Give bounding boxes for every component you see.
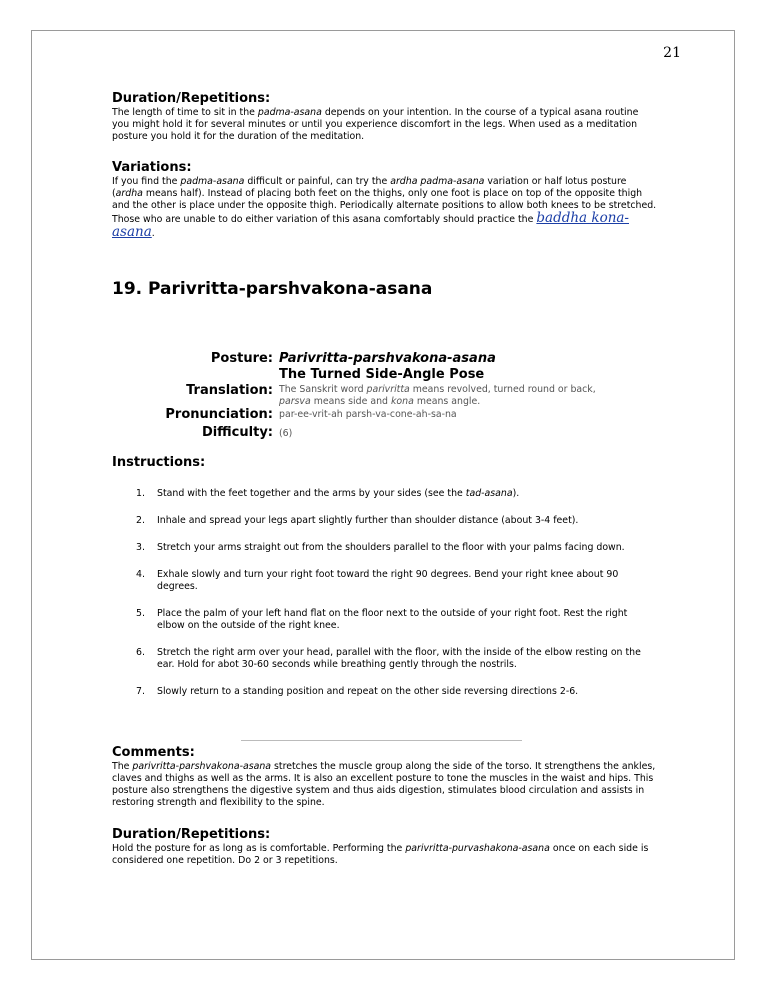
baddha-kona-asana-link[interactable]: baddha kona-asana xyxy=(112,210,629,240)
list-item: 7. Slowly return to a standing position and repeat on the other side reversing directions 2-6. xyxy=(136,686,579,697)
list-item: 1. Stand with the feet together and the arms by your sides (see the tad-asana). xyxy=(136,488,520,499)
comments-paragraph: The parivritta-parshvakona-asana stretches the muscle group along the side of the torso. It strengthens the ankles, claves and thighs as well as the arms. It is also an excellent posture to tone the muscles in the waist and hips. This posture also strengthens the digestive system and thus aids digestion, stimulates blood circulation and assists in restoring strength and flexibility to the spine. xyxy=(112,761,656,808)
translation-value: The Sanskrit word parivritta means revolved, turned round or back, parsva means side and kona means angle. xyxy=(279,384,596,407)
list-item: 5. Place the palm of your left hand flat on the floor next to the outside of your right foot. Rest the right elbow on the outside of the right knee. xyxy=(136,608,628,631)
comments-heading: Comments: xyxy=(112,745,195,760)
posture-label: Posture: xyxy=(210,351,273,366)
list-item: 4. Exhale slowly and turn your right foot toward the right 90 degrees. Bend your right knee about 90 degrees. xyxy=(136,569,619,592)
instructions-list xyxy=(112,488,652,713)
section-divider xyxy=(241,740,522,741)
posture-english-name: The Turned Side-Angle Pose xyxy=(279,367,485,382)
instructions-heading: Instructions: xyxy=(112,455,206,470)
posture-name: Parivritta-parshvakona-asana xyxy=(279,351,496,366)
duration-paragraph: The length of time to sit in the padma-asana depends on your intention. In the course of a typical asana routine you might hold it for several minutes or until you experience discomfort in the legs. When used as a meditation posture you hold it for the duration of the meditation. xyxy=(112,107,639,142)
list-item: 3. Stretch your arms straight out from the shoulders parallel to the floor with your palms facing down. xyxy=(136,542,625,553)
pronunciation-value: par-ee-vrit-ah parsh-va-cone-ah-sa-na xyxy=(279,409,457,420)
list-item: 6. Stretch the right arm over your head, parallel with the floor, with the inside of the elbow resting on the ear. Hold for abot 30-60 seconds while breathing gently through the nostrils. xyxy=(136,647,641,670)
variations-paragraph: If you find the padma-asana difficult or painful, can try the ardha padma-asana variation or half lotus posture (ardha means half). Instead of placing both feet on the thighs, only one foot is place on top of the opposite thigh and the other is place under the opposite thigh. Periodically alternate positions to allow both knees to be stretched. Those who are unable to do either variation of this asana comfortably should practice the baddha kona-asana. xyxy=(112,176,657,240)
variations-heading: Variations: xyxy=(112,160,192,175)
duration-paragraph-2: Hold the posture for as long as is comfortable. Performing the parivritta-purvashakona-asana once on each side is considered one repetition. Do 2 or 3 repetitions. xyxy=(112,843,649,866)
duration-heading-2: Duration/Repetitions: xyxy=(112,827,271,842)
section-title: 19. Parivritta-parshvakona-asana xyxy=(112,279,433,299)
difficulty-label: Difficulty: xyxy=(201,425,273,440)
pronunciation-label: Pronunciation: xyxy=(165,407,273,422)
list-item: 2. Inhale and spread your legs apart slightly further than shoulder distance (about 3-4 feet). xyxy=(136,515,579,526)
duration-heading: Duration/Repetitions: xyxy=(112,91,271,106)
translation-label: Translation: xyxy=(186,383,273,398)
difficulty-value: (6) xyxy=(279,428,293,439)
page-number: 21 xyxy=(663,45,681,61)
